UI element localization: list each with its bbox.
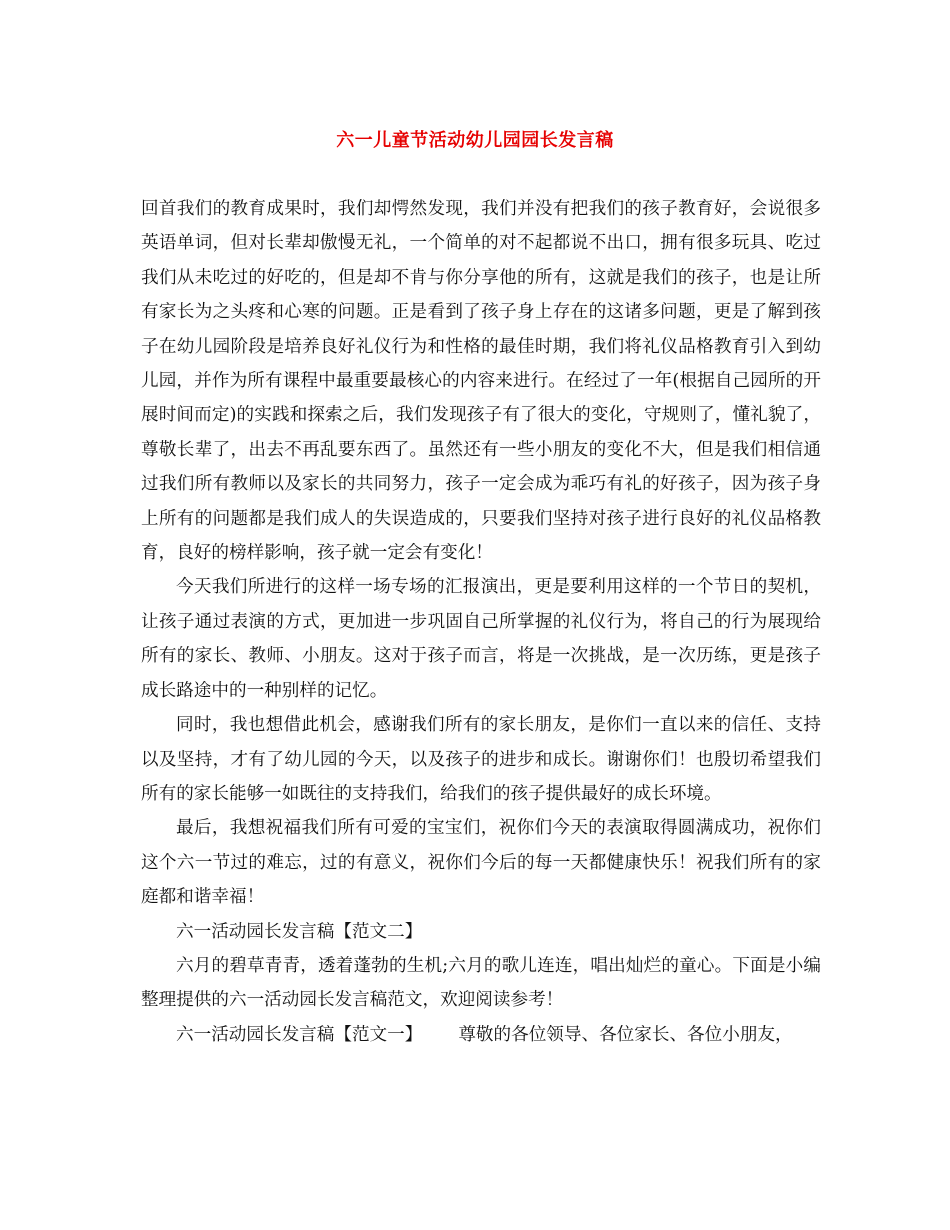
paragraph-2: 今天我们所进行的这样一场专场的汇报演出，更是要利用这样的一个节日的契机，让孩子通过表演的方式，更加进一步巩固自己所掌握的礼仪行为，将自己的行为展现给所有的家长、教师、小朋友。这对于孩子而言，将是一次挑战，是一次历练，更是孩子成长路途中的一种别样的记忆。: [141, 577, 821, 701]
greeting-text: 尊敬的各位领导、各位家长、各位小朋友，: [458, 1024, 793, 1045]
document-body: [141, 192, 821, 1052]
document-title: 六一儿童节活动幼儿园园长发言稿: [336, 130, 614, 151]
paragraph-4: 最后，我想祝福我们所有可爱的宝宝们，祝你们今天的表演取得圆满成功，祝你们这个六一节过的难忘，过的有意义，祝你们今后的每一天都健康快乐！祝我们所有的家庭都和谐幸福！: [141, 818, 821, 908]
paragraph-last: [141, 1018, 821, 1052]
paragraph-3: 同时，我也想借此机会，感谢我们所有的家长朋友，是你们一直以来的信任、支持以及坚持，才有了幼儿园的今天，以及孩子的进步和成长。谢谢你们！也殷切希望我们所有的家长能够一如既往的支持我们，给我们的孩子提供最好的成长环境。: [141, 715, 821, 804]
section-heading-1: 六一活动园长发言稿【范文一】: [176, 1024, 423, 1045]
paragraph-intro: 六月的碧草青青，透着蓬勃的生机;六月的歌儿连连，唱出灿烂的童心。下面是小编整理提供的六一活动园长发言稿范文，欢迎阅读参考！: [141, 955, 821, 1011]
paragraph-1: 回首我们的教育成果时，我们却愕然发现，我们并没有把我们的孩子教育好，会说很多英语单词，但对长辈却傲慢无礼，一个简单的对不起都说不出口，拥有很多玩具、吃过我们从未吃过的好吃的，但是却不肯与你分享他的所有，这就是我们的孩子，也是让所有家长为之头疼和心寒的问题。正是看到了孩子身上存在的这诸多问题，更是了解到孩子在幼儿园阶段是培养良好礼仪行为和性格的最佳时期，我们将礼仪品格教育引入到幼儿园，并作为所有课程中最重要最核心的内容来进行。在经过了一年(根据自己园所的开展时间而定)的实践和探索之后，我们发现孩子有了很大的变化，守规则了，懂礼貌了，尊敬长辈了，出去不再乱要东西了。虽然还有一些小朋友的变化不大，但是我们相信通过我们所有教师以及家长的共同努力，孩子一定会成为乖巧有礼的好孩子，因为孩子身上所有的问题都是我们成人的失误造成的，只要我们坚持对孩子进行良好的礼仪品格教育，良好的榜样影响，孩子就一定会有变化！: [141, 199, 821, 564]
section-heading-2: 六一活动园长发言稿【范文二】: [176, 921, 423, 942]
